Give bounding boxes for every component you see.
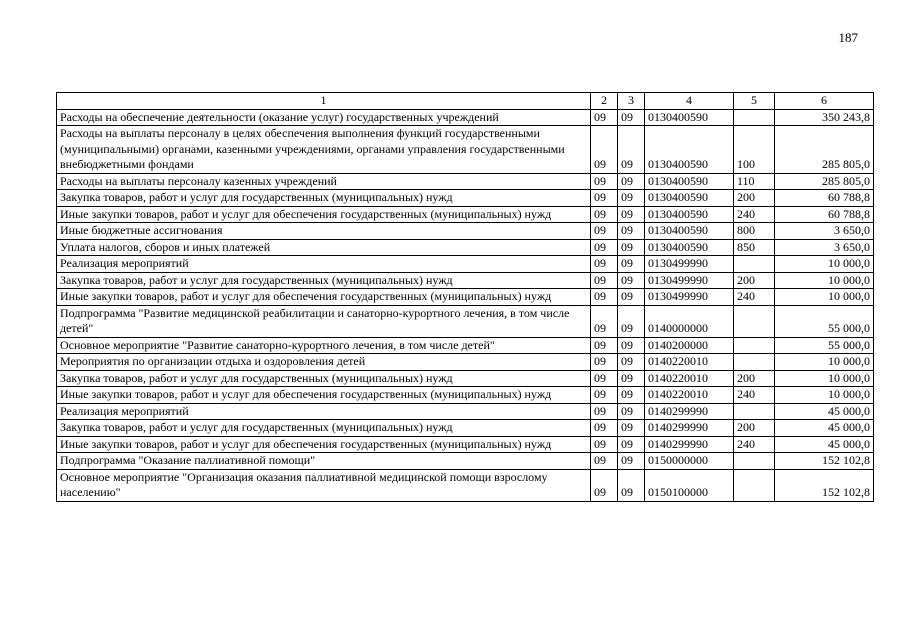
- cell-name: Расходы на выплаты персоналу казенных учреждений: [57, 173, 591, 190]
- cell-name: Реализация мероприятий: [57, 256, 591, 273]
- table-row: [57, 190, 874, 207]
- cell-target-item: 0140299990: [645, 436, 734, 453]
- table-row: [57, 289, 874, 306]
- cell-amount: 285 805,0: [775, 173, 874, 190]
- cell-expense-type: 100: [734, 126, 775, 174]
- cell-section: 09: [591, 173, 618, 190]
- cell-amount: 10 000,0: [775, 272, 874, 289]
- cell-name: Иные закупки товаров, работ и услуг для обеспечения государственных (муниципальных) нужд: [57, 289, 591, 306]
- cell-expense-type: 240: [734, 289, 775, 306]
- table-row: [57, 354, 874, 371]
- page-number: 187: [838, 30, 858, 45]
- table-row: [57, 173, 874, 190]
- table-row: [57, 370, 874, 387]
- cell-subsection: 09: [618, 354, 645, 371]
- cell-subsection: 09: [618, 223, 645, 240]
- cell-section: 09: [591, 206, 618, 223]
- table-row: [57, 223, 874, 240]
- cell-name: Расходы на обеспечение деятельности (оказание услуг) государственных учреждений: [57, 109, 591, 126]
- cell-subsection: 09: [618, 469, 645, 501]
- cell-subsection: 09: [618, 305, 645, 337]
- cell-subsection: 09: [618, 109, 645, 126]
- cell-expense-type: [734, 354, 775, 371]
- cell-target-item: 0140200000: [645, 337, 734, 354]
- cell-name: Основное мероприятие "Организация оказания паллиативной медицинской помощи взрослому населению": [57, 469, 591, 501]
- cell-name: Реализация мероприятий: [57, 403, 591, 420]
- table-row: [57, 256, 874, 273]
- cell-amount: 10 000,0: [775, 354, 874, 371]
- table-row: [57, 272, 874, 289]
- table-row: [57, 206, 874, 223]
- cell-section: 09: [591, 109, 618, 126]
- cell-name: Подпрограмма "Развитие медицинской реабилитации и санаторно-курортного лечения, в том числе детей": [57, 305, 591, 337]
- cell-name: Мероприятия по организации отдыха и оздоровления детей: [57, 354, 591, 371]
- cell-amount: 45 000,0: [775, 436, 874, 453]
- cell-section: 09: [591, 403, 618, 420]
- cell-target-item: 0140220010: [645, 387, 734, 404]
- cell-section: 09: [591, 436, 618, 453]
- cell-section: 09: [591, 354, 618, 371]
- cell-section: 09: [591, 272, 618, 289]
- table-row: [57, 453, 874, 470]
- cell-name: Закупка товаров, работ и услуг для государственных (муниципальных) нужд: [57, 190, 591, 207]
- cell-target-item: 0130400590: [645, 223, 734, 240]
- cell-amount: 285 805,0: [775, 126, 874, 174]
- cell-name: Закупка товаров, работ и услуг для государственных (муниципальных) нужд: [57, 272, 591, 289]
- cell-target-item: 0130400590: [645, 173, 734, 190]
- cell-subsection: 09: [618, 420, 645, 437]
- cell-target-item: 0130400590: [645, 239, 734, 256]
- cell-target-item: 0150100000: [645, 469, 734, 501]
- header-cell-section: 2: [591, 93, 618, 110]
- cell-amount: 3 650,0: [775, 223, 874, 240]
- cell-expense-type: 200: [734, 190, 775, 207]
- cell-name: Закупка товаров, работ и услуг для государственных (муниципальных) нужд: [57, 420, 591, 437]
- cell-section: 09: [591, 305, 618, 337]
- cell-target-item: 0130400590: [645, 190, 734, 207]
- cell-subsection: 09: [618, 289, 645, 306]
- header-cell-amount: 6: [775, 93, 874, 110]
- cell-expense-type: 200: [734, 420, 775, 437]
- table-row: [57, 239, 874, 256]
- cell-target-item: 0140299990: [645, 403, 734, 420]
- header-cell-target-item: 4: [645, 93, 734, 110]
- cell-section: 09: [591, 256, 618, 273]
- cell-section: 09: [591, 453, 618, 470]
- cell-section: 09: [591, 387, 618, 404]
- table-row: [57, 109, 874, 126]
- table-row: [57, 387, 874, 404]
- cell-subsection: 09: [618, 126, 645, 174]
- cell-amount: 350 243,8: [775, 109, 874, 126]
- cell-subsection: 09: [618, 239, 645, 256]
- cell-section: 09: [591, 239, 618, 256]
- cell-target-item: 0140000000: [645, 305, 734, 337]
- table-row: [57, 403, 874, 420]
- cell-target-item: 0130400590: [645, 206, 734, 223]
- cell-subsection: 09: [618, 256, 645, 273]
- cell-expense-type: 850: [734, 239, 775, 256]
- cell-section: 09: [591, 370, 618, 387]
- cell-name: Уплата налогов, сборов и иных платежей: [57, 239, 591, 256]
- cell-expense-type: [734, 256, 775, 273]
- cell-expense-type: 200: [734, 370, 775, 387]
- cell-amount: 3 650,0: [775, 239, 874, 256]
- cell-expense-type: 200: [734, 272, 775, 289]
- cell-section: 09: [591, 289, 618, 306]
- cell-amount: 10 000,0: [775, 289, 874, 306]
- cell-amount: 152 102,8: [775, 453, 874, 470]
- cell-section: 09: [591, 126, 618, 174]
- header-cell-expense-type: 5: [734, 93, 775, 110]
- cell-name: Иные закупки товаров, работ и услуг для обеспечения государственных (муниципальных) нужд: [57, 387, 591, 404]
- cell-subsection: 09: [618, 453, 645, 470]
- cell-expense-type: [734, 453, 775, 470]
- table-row: [57, 436, 874, 453]
- cell-target-item: 0140220010: [645, 354, 734, 371]
- header-cell-subsection: 3: [618, 93, 645, 110]
- cell-subsection: 09: [618, 436, 645, 453]
- cell-subsection: 09: [618, 370, 645, 387]
- cell-target-item: 0130499990: [645, 289, 734, 306]
- cell-expense-type: 110: [734, 173, 775, 190]
- cell-expense-type: 800: [734, 223, 775, 240]
- cell-amount: 55 000,0: [775, 305, 874, 337]
- cell-amount: 45 000,0: [775, 420, 874, 437]
- cell-name: Основное мероприятие "Развитие санаторно-курортного лечения, в том числе детей": [57, 337, 591, 354]
- cell-name: Иные закупки товаров, работ и услуг для обеспечения государственных (муниципальных) нужд: [57, 436, 591, 453]
- cell-name: Иные бюджетные ассигнования: [57, 223, 591, 240]
- cell-target-item: 0140220010: [645, 370, 734, 387]
- cell-name: Расходы на выплаты персоналу в целях обеспечения выполнения функций государственными (муниципальными) органами, казенными учреждениями, органами управления государственными внебюджетными фондами: [57, 126, 591, 174]
- table-header-row: [57, 93, 874, 110]
- cell-section: 09: [591, 420, 618, 437]
- cell-amount: 10 000,0: [775, 370, 874, 387]
- cell-expense-type: [734, 337, 775, 354]
- cell-target-item: 0130499990: [645, 272, 734, 289]
- cell-section: 09: [591, 190, 618, 207]
- cell-expense-type: 240: [734, 206, 775, 223]
- cell-name: Закупка товаров, работ и услуг для государственных (муниципальных) нужд: [57, 370, 591, 387]
- cell-expense-type: 240: [734, 387, 775, 404]
- cell-expense-type: [734, 403, 775, 420]
- table-row: [57, 420, 874, 437]
- cell-name: Иные закупки товаров, работ и услуг для обеспечения государственных (муниципальных) нужд: [57, 206, 591, 223]
- header-cell-name: 1: [57, 93, 591, 110]
- cell-target-item: 0130400590: [645, 109, 734, 126]
- cell-section: 09: [591, 469, 618, 501]
- cell-subsection: 09: [618, 387, 645, 404]
- cell-target-item: 0130499990: [645, 256, 734, 273]
- cell-subsection: 09: [618, 272, 645, 289]
- cell-section: 09: [591, 223, 618, 240]
- cell-target-item: 0150000000: [645, 453, 734, 470]
- cell-subsection: 09: [618, 206, 645, 223]
- cell-target-item: 0130400590: [645, 126, 734, 174]
- cell-name: Подпрограмма "Оказание паллиативной помощи": [57, 453, 591, 470]
- cell-target-item: 0140299990: [645, 420, 734, 437]
- cell-expense-type: [734, 305, 775, 337]
- budget-table: [56, 92, 874, 502]
- cell-expense-type: 240: [734, 436, 775, 453]
- cell-subsection: 09: [618, 173, 645, 190]
- cell-subsection: 09: [618, 190, 645, 207]
- table-row: [57, 305, 874, 337]
- cell-amount: 10 000,0: [775, 256, 874, 273]
- table-row: [57, 469, 874, 501]
- cell-amount: 60 788,8: [775, 206, 874, 223]
- cell-amount: 60 788,8: [775, 190, 874, 207]
- cell-expense-type: [734, 109, 775, 126]
- cell-amount: 152 102,8: [775, 469, 874, 501]
- cell-amount: 10 000,0: [775, 387, 874, 404]
- cell-amount: 45 000,0: [775, 403, 874, 420]
- cell-expense-type: [734, 469, 775, 501]
- table-row: [57, 126, 874, 174]
- cell-subsection: 09: [618, 403, 645, 420]
- cell-amount: 55 000,0: [775, 337, 874, 354]
- cell-section: 09: [591, 337, 618, 354]
- table-row: [57, 337, 874, 354]
- cell-subsection: 09: [618, 337, 645, 354]
